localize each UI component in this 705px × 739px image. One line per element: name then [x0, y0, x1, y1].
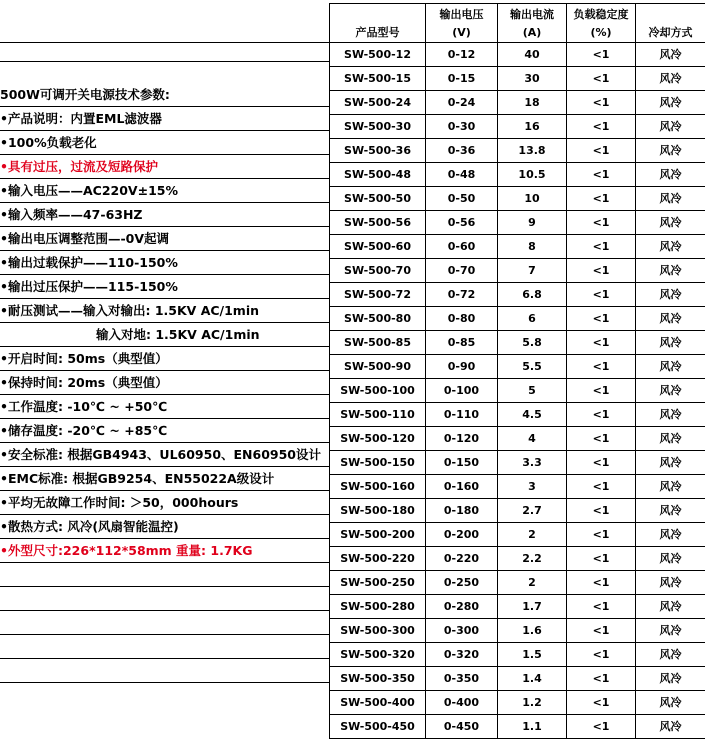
cell-voltage: 0-100	[426, 379, 498, 403]
cell-voltage: 0-56	[426, 211, 498, 235]
spec-line: •输出过压保护——115-150%	[0, 275, 329, 299]
cell-regulation: <1	[567, 355, 636, 379]
spec-line: •产品说明：内置EML滤波器	[0, 107, 329, 131]
table-row	[330, 139, 705, 163]
cell-current: 2.7	[498, 499, 567, 523]
table-row	[330, 235, 705, 259]
cell-cooling: 风冷	[636, 547, 705, 571]
table-row	[330, 667, 705, 691]
cell-regulation: <1	[567, 163, 636, 187]
spec-empty-rule	[0, 634, 329, 635]
cell-cooling: 风冷	[636, 619, 705, 643]
cell-cooling: 风冷	[636, 499, 705, 523]
cell-model: SW-500-30	[330, 115, 426, 139]
cell-regulation: <1	[567, 187, 636, 211]
cell-cooling: 风冷	[636, 667, 705, 691]
cell-current: 4.5	[498, 403, 567, 427]
table-row	[330, 91, 705, 115]
cell-voltage: 0-180	[426, 499, 498, 523]
table-row	[330, 571, 705, 595]
cell-cooling: 风冷	[636, 523, 705, 547]
table-row	[330, 547, 705, 571]
table-row	[330, 691, 705, 715]
cell-cooling: 风冷	[636, 115, 705, 139]
cell-current: 2.2	[498, 547, 567, 571]
cell-regulation: <1	[567, 571, 636, 595]
cell-cooling: 风冷	[636, 715, 705, 739]
cell-regulation: <1	[567, 259, 636, 283]
cell-current: 1.1	[498, 715, 567, 739]
cell-cooling: 风冷	[636, 43, 705, 67]
cell-current: 10	[498, 187, 567, 211]
spec-line: •EMC标准: 根据GB9254、EN55022A级设计	[0, 467, 329, 491]
spec-line: •输出电压调整范围—-0V起调	[0, 227, 329, 251]
table-row	[330, 211, 705, 235]
table-row	[330, 523, 705, 547]
cell-voltage: 0-280	[426, 595, 498, 619]
cell-model: SW-500-150	[330, 451, 426, 475]
cell-model: SW-500-100	[330, 379, 426, 403]
cell-voltage: 0-400	[426, 691, 498, 715]
cell-model: SW-500-56	[330, 211, 426, 235]
spec-top-rule	[0, 42, 329, 43]
cell-model: SW-500-180	[330, 499, 426, 523]
cell-voltage: 0-150	[426, 451, 498, 475]
cell-current: 5.5	[498, 355, 567, 379]
spec-line: •保持时间: 20ms（典型值）	[0, 371, 329, 395]
cell-current: 6.8	[498, 283, 567, 307]
cell-cooling: 风冷	[636, 691, 705, 715]
spec-line: •储存温度: -20℃ ~ +85℃	[0, 419, 329, 443]
cell-regulation: <1	[567, 331, 636, 355]
cell-model: SW-500-24	[330, 91, 426, 115]
cell-regulation: <1	[567, 499, 636, 523]
cell-regulation: <1	[567, 139, 636, 163]
cell-regulation: <1	[567, 715, 636, 739]
cell-regulation: <1	[567, 595, 636, 619]
cell-regulation: <1	[567, 643, 636, 667]
cell-cooling: 风冷	[636, 475, 705, 499]
cell-model: SW-500-15	[330, 67, 426, 91]
cell-current: 2	[498, 571, 567, 595]
table-row	[330, 283, 705, 307]
cell-cooling: 风冷	[636, 571, 705, 595]
cell-voltage: 0-60	[426, 235, 498, 259]
table-row	[330, 619, 705, 643]
cell-regulation: <1	[567, 523, 636, 547]
cell-cooling: 风冷	[636, 139, 705, 163]
cell-regulation: <1	[567, 235, 636, 259]
header-model: 产品型号	[330, 4, 426, 43]
table-row	[330, 355, 705, 379]
cell-voltage: 0-30	[426, 115, 498, 139]
cell-model: SW-500-350	[330, 667, 426, 691]
header-voltage: 输出电压 (V)	[426, 4, 498, 43]
spec-line: •输入频率——47-63HZ	[0, 203, 329, 227]
cell-current: 4	[498, 427, 567, 451]
cell-regulation: <1	[567, 91, 636, 115]
cell-regulation: <1	[567, 403, 636, 427]
spec-empty-rule	[0, 658, 329, 659]
spec-line: •具有过压，过流及短路保护	[0, 155, 329, 179]
cell-current: 30	[498, 67, 567, 91]
cell-regulation: <1	[567, 451, 636, 475]
cell-regulation: <1	[567, 427, 636, 451]
cell-voltage: 0-320	[426, 643, 498, 667]
cell-current: 1.7	[498, 595, 567, 619]
cell-cooling: 风冷	[636, 331, 705, 355]
cell-model: SW-500-250	[330, 571, 426, 595]
cell-voltage: 0-220	[426, 547, 498, 571]
cell-cooling: 风冷	[636, 211, 705, 235]
cell-current: 8	[498, 235, 567, 259]
cell-voltage: 0-50	[426, 187, 498, 211]
product-table	[329, 3, 705, 739]
table-row	[330, 427, 705, 451]
table-row	[330, 67, 705, 91]
cell-regulation: <1	[567, 619, 636, 643]
cell-current: 16	[498, 115, 567, 139]
cell-regulation: <1	[567, 547, 636, 571]
spec-line: •散热方式: 风冷(风扇智能温控)	[0, 515, 329, 539]
table-row	[330, 379, 705, 403]
cell-voltage: 0-36	[426, 139, 498, 163]
table-row	[330, 715, 705, 739]
cell-voltage: 0-110	[426, 403, 498, 427]
table-row	[330, 259, 705, 283]
cell-model: SW-500-70	[330, 259, 426, 283]
cell-regulation: <1	[567, 475, 636, 499]
cell-regulation: <1	[567, 43, 636, 67]
cell-current: 5	[498, 379, 567, 403]
cell-current: 2	[498, 523, 567, 547]
cell-cooling: 风冷	[636, 595, 705, 619]
table-row	[330, 451, 705, 475]
header-current: 输出电流 (A)	[498, 4, 567, 43]
cell-regulation: <1	[567, 691, 636, 715]
cell-voltage: 0-160	[426, 475, 498, 499]
cell-model: SW-500-80	[330, 307, 426, 331]
cell-current: 3	[498, 475, 567, 499]
spec-line: •输出过载保护——110-150%	[0, 251, 329, 275]
cell-cooling: 风冷	[636, 67, 705, 91]
cell-model: SW-500-160	[330, 475, 426, 499]
cell-current: 10.5	[498, 163, 567, 187]
spec-line: •输入电压——AC220V±15%	[0, 179, 329, 203]
cell-model: SW-500-12	[330, 43, 426, 67]
spec-line: 输入对地: 1.5KV AC/1min	[0, 323, 329, 347]
cell-cooling: 风冷	[636, 427, 705, 451]
cell-model: SW-500-85	[330, 331, 426, 355]
cell-current: 7	[498, 259, 567, 283]
table-row	[330, 331, 705, 355]
cell-voltage: 0-15	[426, 67, 498, 91]
spec-line: •开启时间: 50ms（典型值）	[0, 347, 329, 371]
table-row	[330, 643, 705, 667]
table-row	[330, 475, 705, 499]
cell-cooling: 风冷	[636, 235, 705, 259]
cell-model: SW-500-90	[330, 355, 426, 379]
cell-model: SW-500-400	[330, 691, 426, 715]
spec-empty-rule	[0, 586, 329, 587]
cell-voltage: 0-90	[426, 355, 498, 379]
cell-current: 40	[498, 43, 567, 67]
cell-cooling: 风冷	[636, 355, 705, 379]
cell-voltage: 0-350	[426, 667, 498, 691]
cell-cooling: 风冷	[636, 451, 705, 475]
cell-model: SW-500-110	[330, 403, 426, 427]
cell-current: 9	[498, 211, 567, 235]
cell-regulation: <1	[567, 67, 636, 91]
cell-current: 5.8	[498, 331, 567, 355]
cell-model: SW-500-220	[330, 547, 426, 571]
table-header-row	[330, 4, 705, 43]
spec-empty-rule	[0, 682, 329, 683]
cell-regulation: <1	[567, 211, 636, 235]
header-regulation: 负载稳定度 (%)	[567, 4, 636, 43]
cell-voltage: 0-12	[426, 43, 498, 67]
cell-voltage: 0-72	[426, 283, 498, 307]
cell-cooling: 风冷	[636, 643, 705, 667]
cell-model: SW-500-320	[330, 643, 426, 667]
cell-model: SW-500-200	[330, 523, 426, 547]
cell-cooling: 风冷	[636, 91, 705, 115]
cell-current: 18	[498, 91, 567, 115]
cell-cooling: 风冷	[636, 187, 705, 211]
cell-current: 1.4	[498, 667, 567, 691]
cell-regulation: <1	[567, 115, 636, 139]
cell-voltage: 0-85	[426, 331, 498, 355]
cell-cooling: 风冷	[636, 163, 705, 187]
cell-current: 1.2	[498, 691, 567, 715]
cell-voltage: 0-450	[426, 715, 498, 739]
cell-cooling: 风冷	[636, 307, 705, 331]
cell-model: SW-500-120	[330, 427, 426, 451]
cell-cooling: 风冷	[636, 283, 705, 307]
cell-regulation: <1	[567, 283, 636, 307]
cell-current: 1.6	[498, 619, 567, 643]
cell-voltage: 0-48	[426, 163, 498, 187]
header-cooling: 冷却方式	[636, 4, 705, 43]
cell-model: SW-500-36	[330, 139, 426, 163]
cell-cooling: 风冷	[636, 259, 705, 283]
spec-line: •耐压测试——输入对输出: 1.5KV AC/1min	[0, 299, 329, 323]
spec-line: •外型尺寸:226*112*58mm 重量: 1.7KG	[0, 539, 329, 563]
cell-model: SW-500-300	[330, 619, 426, 643]
spec-line: •平均无故障工作时间: ＞50，000hours	[0, 491, 329, 515]
cell-voltage: 0-120	[426, 427, 498, 451]
spec-empty-rule	[0, 610, 329, 611]
cell-current: 13.8	[498, 139, 567, 163]
cell-regulation: <1	[567, 379, 636, 403]
cell-model: SW-500-72	[330, 283, 426, 307]
table-body	[330, 43, 705, 739]
cell-voltage: 0-24	[426, 91, 498, 115]
spec-empty-rule	[0, 61, 329, 62]
cell-model: SW-500-48	[330, 163, 426, 187]
spec-line: •100%负载老化	[0, 131, 329, 155]
cell-current: 6	[498, 307, 567, 331]
cell-cooling: 风冷	[636, 403, 705, 427]
table-row	[330, 595, 705, 619]
table-row	[330, 403, 705, 427]
cell-cooling: 风冷	[636, 379, 705, 403]
cell-model: SW-500-450	[330, 715, 426, 739]
cell-voltage: 0-80	[426, 307, 498, 331]
table-row	[330, 163, 705, 187]
cell-model: SW-500-280	[330, 595, 426, 619]
table-row	[330, 187, 705, 211]
table-row	[330, 43, 705, 67]
table-row	[330, 115, 705, 139]
spec-line: •工作温度: -10℃ ~ +50℃	[0, 395, 329, 419]
cell-regulation: <1	[567, 307, 636, 331]
cell-voltage: 0-250	[426, 571, 498, 595]
spec-panel	[0, 0, 329, 705]
spec-line: •安全标准: 根据GB4943、UL60950、EN60950设计	[0, 443, 329, 467]
cell-current: 1.5	[498, 643, 567, 667]
cell-regulation: <1	[567, 667, 636, 691]
cell-current: 3.3	[498, 451, 567, 475]
table-row	[330, 307, 705, 331]
cell-model: SW-500-60	[330, 235, 426, 259]
spec-line: 500W可调开关电源技术参数:	[0, 83, 329, 107]
cell-voltage: 0-70	[426, 259, 498, 283]
cell-voltage: 0-300	[426, 619, 498, 643]
cell-model: SW-500-50	[330, 187, 426, 211]
table-row	[330, 499, 705, 523]
cell-voltage: 0-200	[426, 523, 498, 547]
